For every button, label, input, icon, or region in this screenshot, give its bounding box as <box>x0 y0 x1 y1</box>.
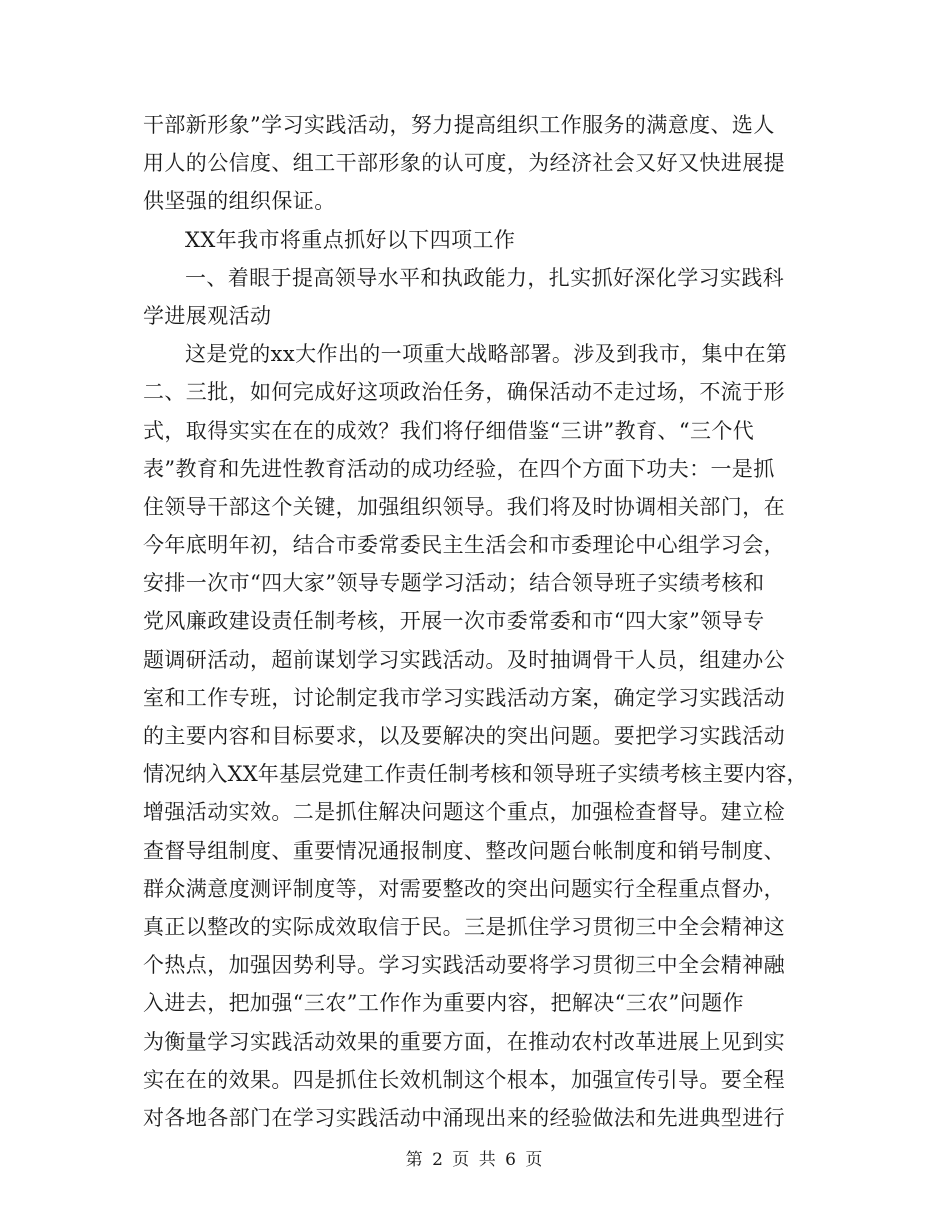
page-number-footer: 第 2 页 共 6 页 <box>405 1150 545 1170</box>
text-line: XX年我市将重点抓好以下四项工作 <box>185 227 516 252</box>
text-line: 实在在的效果。四是抓住长效机制这个根本，加强宣传引导。要全程 <box>143 1067 785 1092</box>
text-line: 群众满意度测评制度等，对需要整改的突出问题实行全程重点督办， <box>143 876 785 901</box>
text-line: 室和工作专班，讨论制定我市学习实践活动方案，确定学习实践活动 <box>143 685 785 710</box>
text-line: 今年底明年初，结合市委常委民主生活会和市委理论中心组学习会， <box>143 533 785 558</box>
text-line: 供坚强的组织保证。 <box>143 189 336 214</box>
text-line: 住领导干部这个关键，加强组织领导。我们将及时协调相关部门，在 <box>143 494 785 519</box>
text-line: 干部新形象”学习实践活动，努力提高组织工作服务的满意度、选人 <box>143 113 775 137</box>
text-line: 表”教育和先进性教育活动的成功经验，在四个方面下功夫：一是抓 <box>143 456 775 481</box>
document-body <box>143 106 815 1137</box>
text-line: 入进去，把加强“三农”工作作为重要内容，把解决“三农”问题作 <box>143 991 744 1016</box>
text-line: 题调研活动，超前谋划学习实践活动。及时抽调骨干人员，组建办公 <box>143 647 785 672</box>
text-line: 式，取得实实在在的成效？我们将仔细借鉴“三讲”教育、“三个代 <box>143 418 755 443</box>
text-line: 增强活动实效。二是抓住解决问题这个重点，加强检查督导。建立检 <box>143 800 785 825</box>
text-line: 学进展观活动 <box>143 303 272 328</box>
text-line: 查督导组制度、重要情况通报制度、整改问题台帐制度和销号制度、 <box>143 838 785 863</box>
text-line: 对各地各部门在学习实践活动中涌现出来的经验做法和先进典型进行 <box>143 1105 785 1130</box>
text-line: 党风廉政建设责任制考核，开展一次市委常委和市“四大家”领导专 <box>143 609 765 634</box>
text-line: 情况纳入XX年基层党建工作责任制考核和领导班子实绩考核主要内容， <box>143 762 808 787</box>
text-line: 安排一次市“四大家”领导专题学习活动；结合领导班子实绩考核和 <box>143 571 765 596</box>
text-line: 这是党的xx大作出的一项重大战略部署。涉及到我市，集中在第 <box>185 342 788 367</box>
text-line: 一、着眼于提高领导水平和执政能力，扎实抓好深化学习实践科 <box>185 265 785 290</box>
text-line: 真正以整改的实际成效取信于民。三是抓住学习贯彻三中全会精神这 <box>143 914 785 939</box>
text-line: 的主要内容和目标要求，以及要解决的突出问题。要把学习实践活动 <box>143 724 785 748</box>
text-line: 用人的公信度、组工干部形象的认可度，为经济社会又好又快进展提 <box>143 151 785 176</box>
text-line: 二、三批，如何完成好这项政治任务，确保活动不走过场，不流于形 <box>143 380 785 405</box>
text-line: 个热点，加强因势利导。学习实践活动要将学习贯彻三中全会精神融 <box>143 953 785 978</box>
text-line: 为衡量学习实践活动效果的重要方面，在推动农村改革进展上见到实 <box>143 1029 785 1054</box>
